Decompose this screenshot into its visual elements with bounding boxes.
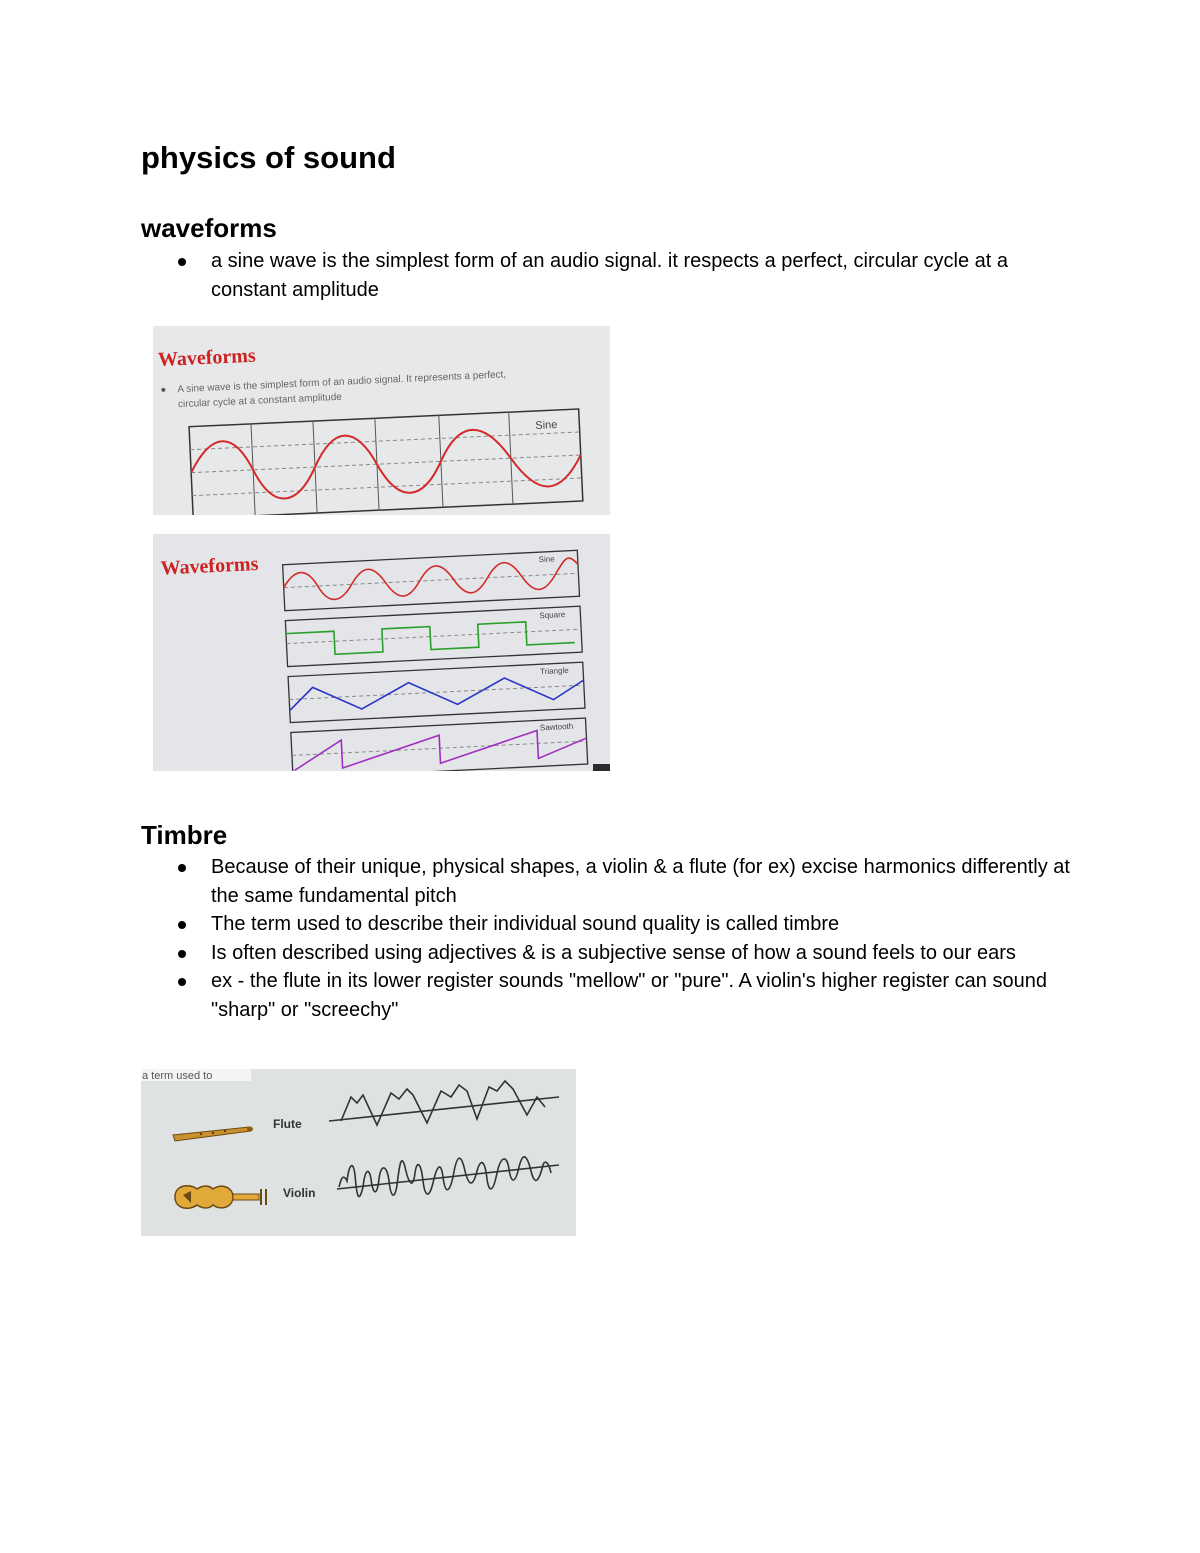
violin-label: Violin [283, 1186, 316, 1200]
list-item: The term used to describe their individual sound quality is called timbre [141, 910, 1071, 939]
waveform-label-sawtooth: Sawtooth [539, 721, 574, 733]
waveform-label-sine: Sine [538, 554, 555, 565]
section-heading-timbre: Timbre [141, 820, 228, 850]
list-item: a sine wave is the simplest form of an audio signal. it respects a perfect, circular cycle at a constant amplitude [141, 247, 1071, 304]
timbre-bullet-list [141, 853, 1071, 1024]
section-heading-waveforms: waveforms [141, 213, 277, 243]
sine-label: Sine [535, 419, 558, 432]
slide-text-line-2: circular cycle at a constant amplitude [177, 391, 343, 411]
waveforms-comparison-photo [153, 534, 610, 771]
slide-title: Waveforms [157, 344, 257, 372]
list-item: ex - the flute in its lower register sounds "mellow" or "pure". A violin's higher register can sound "sharp" or "screechy" [141, 967, 1071, 1024]
page-title: physics of sound [141, 140, 396, 175]
list-item: Because of their unique, physical shapes, a violin & a flute (for ex) excise harmonics differently at the same fundamental pitch [141, 853, 1071, 910]
timbre-flute-violin-photo [141, 1069, 576, 1236]
list-item: Is often described using adjectives & is a subjective sense of how a sound feels to our ears [141, 939, 1071, 968]
flute-label: Flute [273, 1117, 302, 1131]
slide-caption: a term used to [142, 1070, 213, 1082]
sine-wave-slide-photo [153, 326, 610, 515]
slide-text-line-1: A sine wave is the simplest form of an audio signal. It represents a perfect, [177, 369, 507, 396]
waveforms-bullet-list [141, 247, 1071, 304]
waveform-label-triangle: Triangle [539, 665, 569, 677]
waveform-label-square: Square [539, 609, 566, 621]
slide-title: Waveforms [160, 552, 259, 580]
